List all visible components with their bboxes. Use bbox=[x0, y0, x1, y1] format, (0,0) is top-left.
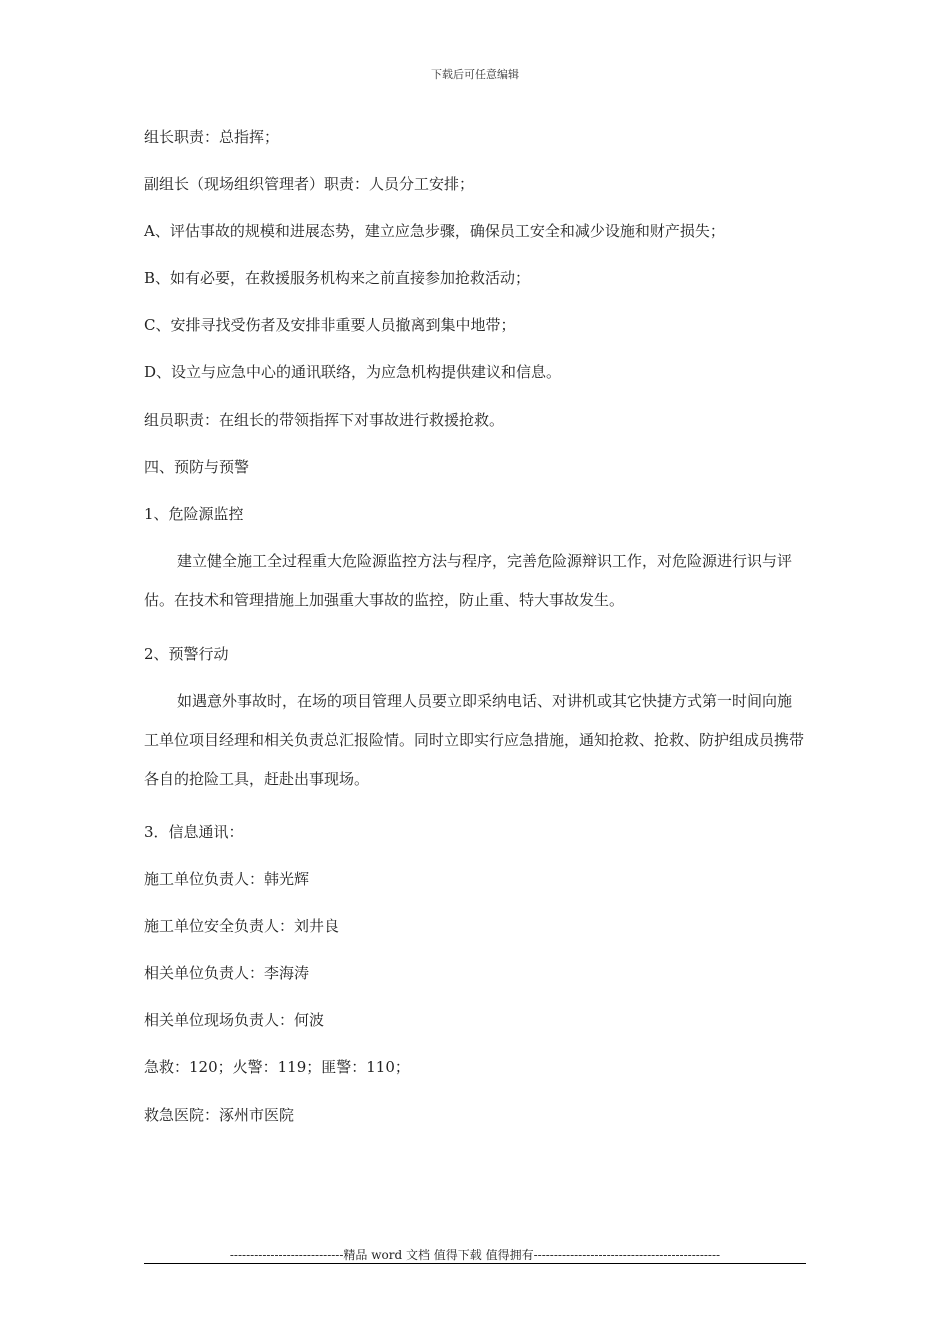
sub1-title: 1、危险源监控 bbox=[144, 505, 244, 523]
contact-line-3: 相关单位负责人：李海涛 bbox=[144, 964, 310, 982]
footer-rule bbox=[144, 1263, 806, 1264]
deputy-duty-line: 副组长（现场组织管理者）职责：人员分工安排； bbox=[144, 175, 475, 193]
item-c-line: C、安排寻找受伤者及安排非重要人员撤离到集中地带； bbox=[144, 316, 516, 334]
contact-line-2: 施工单位安全负责人：刘井良 bbox=[144, 917, 340, 935]
page-header: 下载后可任意编辑 bbox=[431, 68, 519, 81]
contact-line-4: 相关单位现场负责人：何波 bbox=[144, 1011, 325, 1029]
item-a-line: A、评估事故的规模和进展态势，建立应急步骤，确保员工安全和减少设施和财产损失； bbox=[144, 222, 725, 240]
sub2-paragraph: 如遇意外事故时，在场的项目管理人员要立即采纳电话、对讲机或其它快捷方式第一时间向施工单位项目经理和相关负责总汇报险情。同时立即实行应急措施，通知抢救、抢救、防护组成员携带各自的抢险工具，赶赴出事现场。 bbox=[144, 692, 805, 788]
contact-line-1: 施工单位负责人：韩光辉 bbox=[144, 870, 310, 888]
member-duty-line: 组员职责：在组长的带领指挥下对事故进行救援抢救。 bbox=[144, 411, 505, 429]
sub3-title: 3．信息通讯： bbox=[144, 823, 244, 841]
sub1-paragraph: 建立健全施工全过程重大危险源监控方法与程序，完善危险源辩识工作，对危险源进行识与评估。在技术和管理措施上加强重大事故的监控，防止重、特大事故发生。 bbox=[144, 552, 793, 609]
page-footer: ----------------------------精品 word 文档 值得下载 值得拥有---------------------------------------------- bbox=[229, 1248, 721, 1262]
leader-duty-line: 组长职责：总指挥； bbox=[144, 128, 280, 146]
section4-title: 四、预防与预警 bbox=[144, 458, 250, 476]
item-d-line: D、设立与应急中心的通讯联络，为应急机构提供建议和信息。 bbox=[144, 363, 562, 381]
item-b-line: B、如有必要，在救援服务机构来之前直接参加抢救活动； bbox=[144, 269, 531, 287]
hospital-line: 救急医院：涿州市医院 bbox=[144, 1106, 295, 1124]
sub2-title: 2、预警行动 bbox=[144, 645, 229, 663]
emergency-numbers-line: 急救：120；火警：119；匪警：110； bbox=[144, 1058, 410, 1076]
